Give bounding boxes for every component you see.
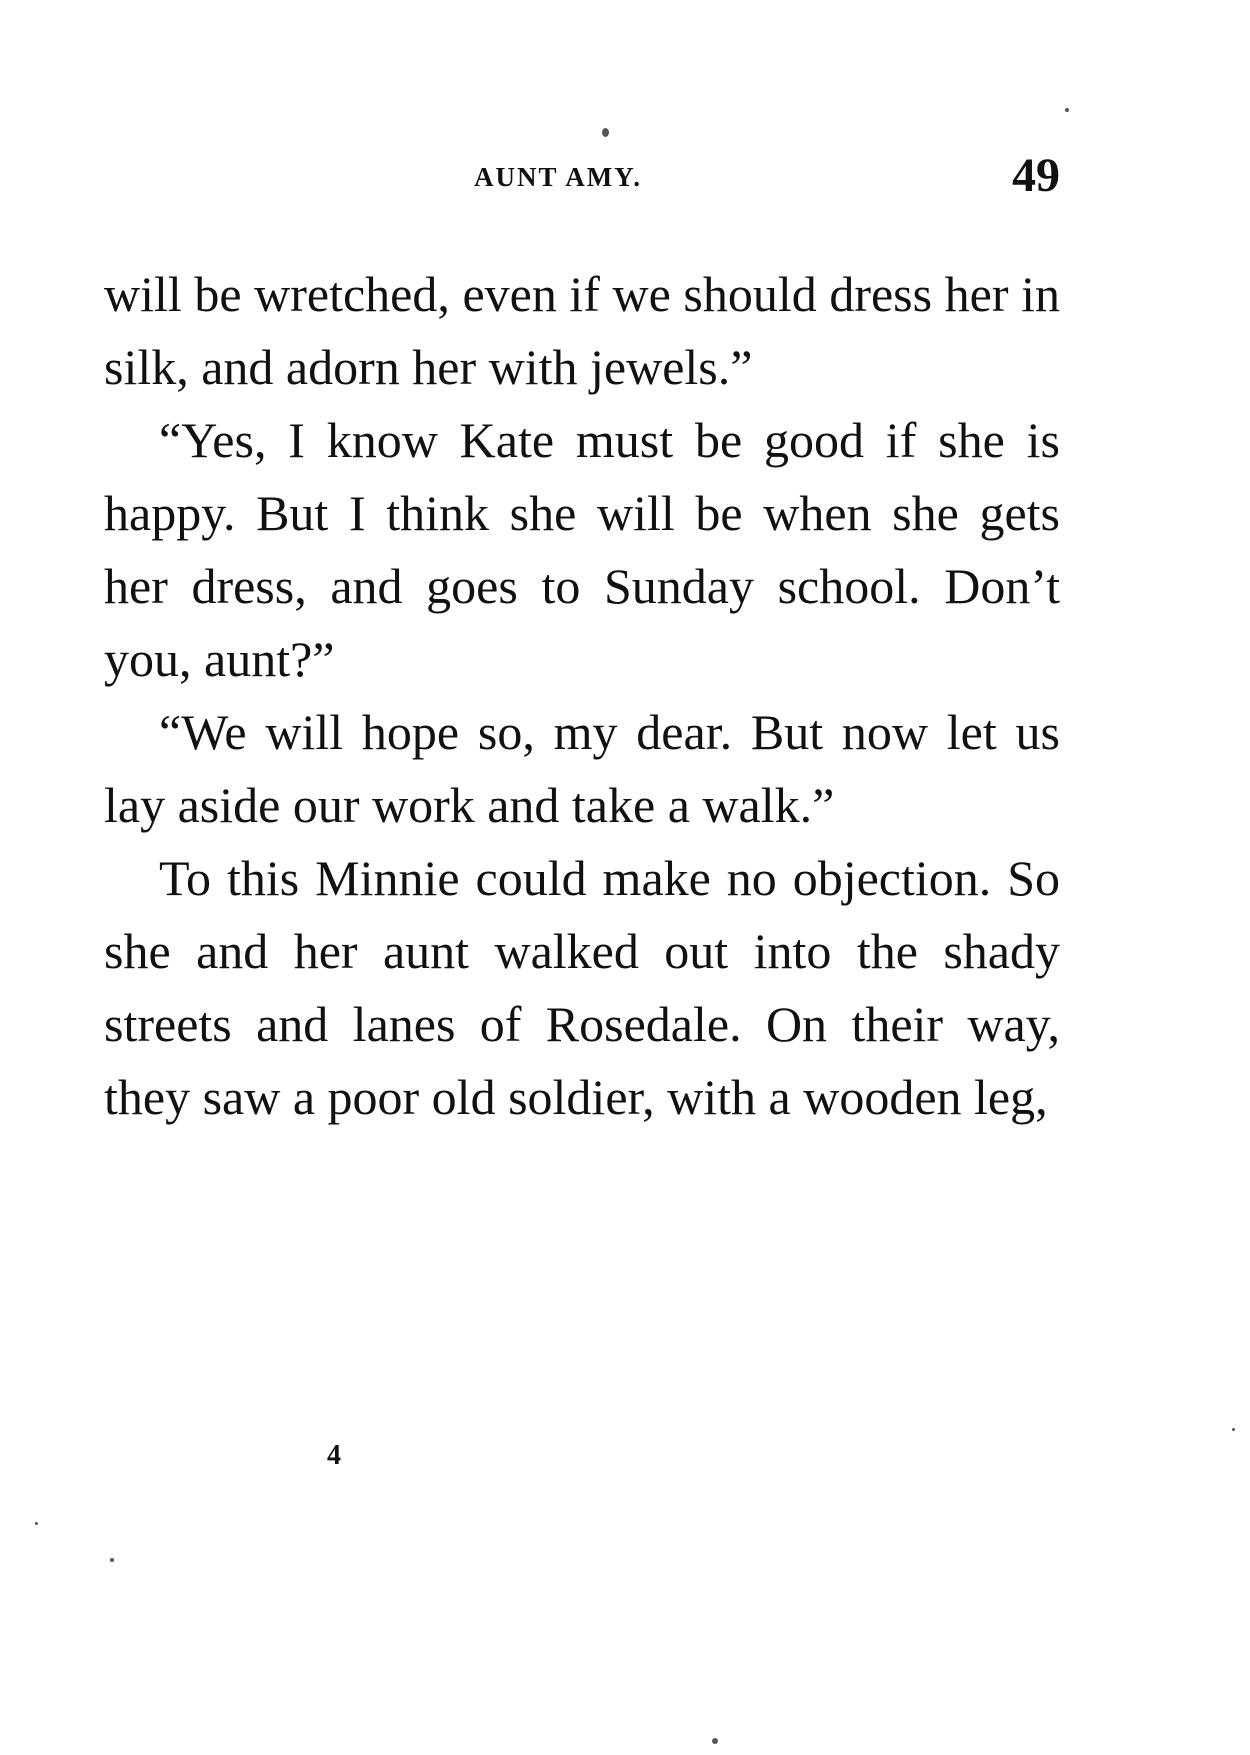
paragraph: “We will hope so, my dear. But now let us lay aside our work and take a walk.” bbox=[104, 704, 1060, 833]
running-title: AUNT AMY. bbox=[474, 162, 643, 192]
print-speck bbox=[602, 128, 609, 137]
print-speck bbox=[1065, 108, 1069, 112]
print-speck bbox=[35, 1522, 38, 1525]
print-speck bbox=[110, 1558, 114, 1562]
print-speck bbox=[1232, 1428, 1235, 1431]
page-number: 49 bbox=[1012, 149, 1060, 202]
paragraph-continued: will be wretched, even if we should dress her in silk, and adorn her with jewels.” bbox=[104, 266, 1060, 395]
body-text bbox=[104, 258, 1060, 1134]
signature-mark: 4 bbox=[327, 1440, 341, 1471]
print-speck bbox=[712, 1738, 718, 1744]
paragraph: To this Minnie could make no objection. So she and her aunt walked out into the shady streets and lanes of Rosedale. On their way, they saw a poor old soldier, with a wooden leg, bbox=[104, 850, 1060, 1125]
paragraph: “Yes, I know Kate must be good if she is happy. But I think she will be when she gets her dress, and goes to Sunday school. Don’t you, aunt?” bbox=[104, 412, 1060, 687]
page-header bbox=[104, 148, 1060, 208]
